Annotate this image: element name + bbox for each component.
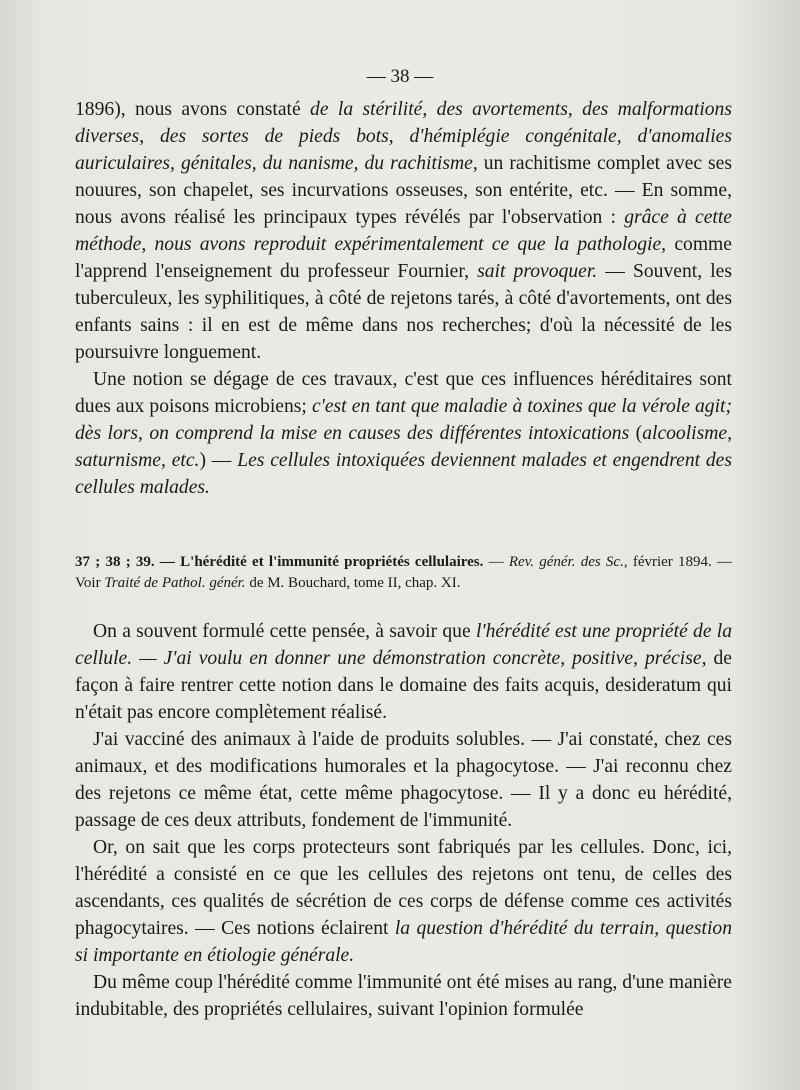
text-run: de façon à faire rentrer cette notion dans le domaine des faits acquis, desideratum qui n'était pas encore complètement réalisé. [75,648,732,723]
italic-run: l'hérédité est une propriété de la cellule. — J'ai voulu en donner une démonstration concrète, positive, précise, [75,621,733,669]
italic-run: Les cellules intoxiquées deviennent malades et engendrent des cellules malades. [75,450,732,498]
paragraph [75,618,732,726]
text-block-bottom [75,618,732,1023]
paragraph [75,96,732,366]
reference-numbers: 37 ; 38 ; 39. [75,554,155,570]
text-run: J'ai vacciné des animaux à l'aide de produits solubles. — J'ai constaté, chez ces animaux, et des modifications humorales et la phagocytose. — J'ai reconnu chez des rejetons ce même état, cette même phagocytose. — Il y a donc eu hérédité, passage de ces deux attributs, fondement de l'immunité. [75,729,732,831]
italic-run: c'est en tant que maladie à toxines que la vérole agit; dès lors, on comprend la mise en causes des différentes intoxications [75,396,732,444]
text-run: Or, on sait que les corps protecteurs sont fabriqués par les cellules. Donc, ici, l'hérédité a consisté en ce que les cellules des rejetons ont tenu, de celles des ascendants, ces qualités de sécrétion de ces corps de défense comme ces activités phagocytaires. — Ces notions éclairent [75,837,732,939]
paragraph [75,834,732,969]
italic-run: de la stérilité, des avortements, des malformations diverses, des sortes de pieds bots, d'hémiplégie congénitale, d'anomalies auriculaires, génitales, du nanisme, du rachitisme, [75,99,732,174]
reference-title: — L'hérédité et l'immunité propriétés cellulaires. [154,554,484,570]
italic-run: Traité de Pathol. génér. [104,575,246,591]
text-run: Du même coup l'hérédité comme l'immunité ont été mises au rang, d'une manière indubitable, des propriétés cellulaires, suivant l'opinion formulée [75,972,732,1020]
paragraph [75,969,732,1023]
text-run: de M. Bouchard, tome II, chap. XI. [245,575,461,591]
paragraph [75,726,732,834]
reference-entry [75,552,732,594]
text-run: — [483,554,509,570]
page-number: — 38 — [366,66,434,87]
text-run: , février 1894. — Voir [75,554,733,591]
text-run: ) — [199,450,238,471]
italic-run: Rev. génér. des Sc. [508,554,624,570]
text-run: un rachitisme complet avec ses nouures, son chapelet, ses incurvations osseuses, son entérite, etc. — En somme, nous avons réalisé les principaux types révélés par l'observation : [75,153,732,228]
text-run: Une notion se dégage de ces travaux, c'est que ces influences héréditaires sont dues aux poisons microbiens; [75,369,732,417]
text-run: On a souvent formulé cette pensée, à savoir que [93,621,476,642]
text-run: 1896), nous avons constaté [75,99,311,120]
text-block-top [75,96,732,501]
text-run: — Souvent, les tuberculeux, les syphilitiques, à côté de rejetons tarés, à côté d'avortements, ont des enfants sains : il en est de même dans nos recherches; d'où la nécessité de les poursuivre longuement. [75,261,732,363]
italic-run: alcoolisme, saturnisme, etc. [75,423,732,471]
italic-run: sait provoquer. [477,261,598,282]
text-run: ( [629,423,643,444]
paragraph [75,366,732,501]
italic-run: la question d'hérédité du terrain, question si importante en étiologie générale. [75,918,732,966]
text-run: comme l'apprend l'enseignement du professeur Fournier, [75,234,732,282]
italic-run: grâce à cette méthode, nous avons reproduit expérimentalement ce que la pathologie, [75,207,732,255]
